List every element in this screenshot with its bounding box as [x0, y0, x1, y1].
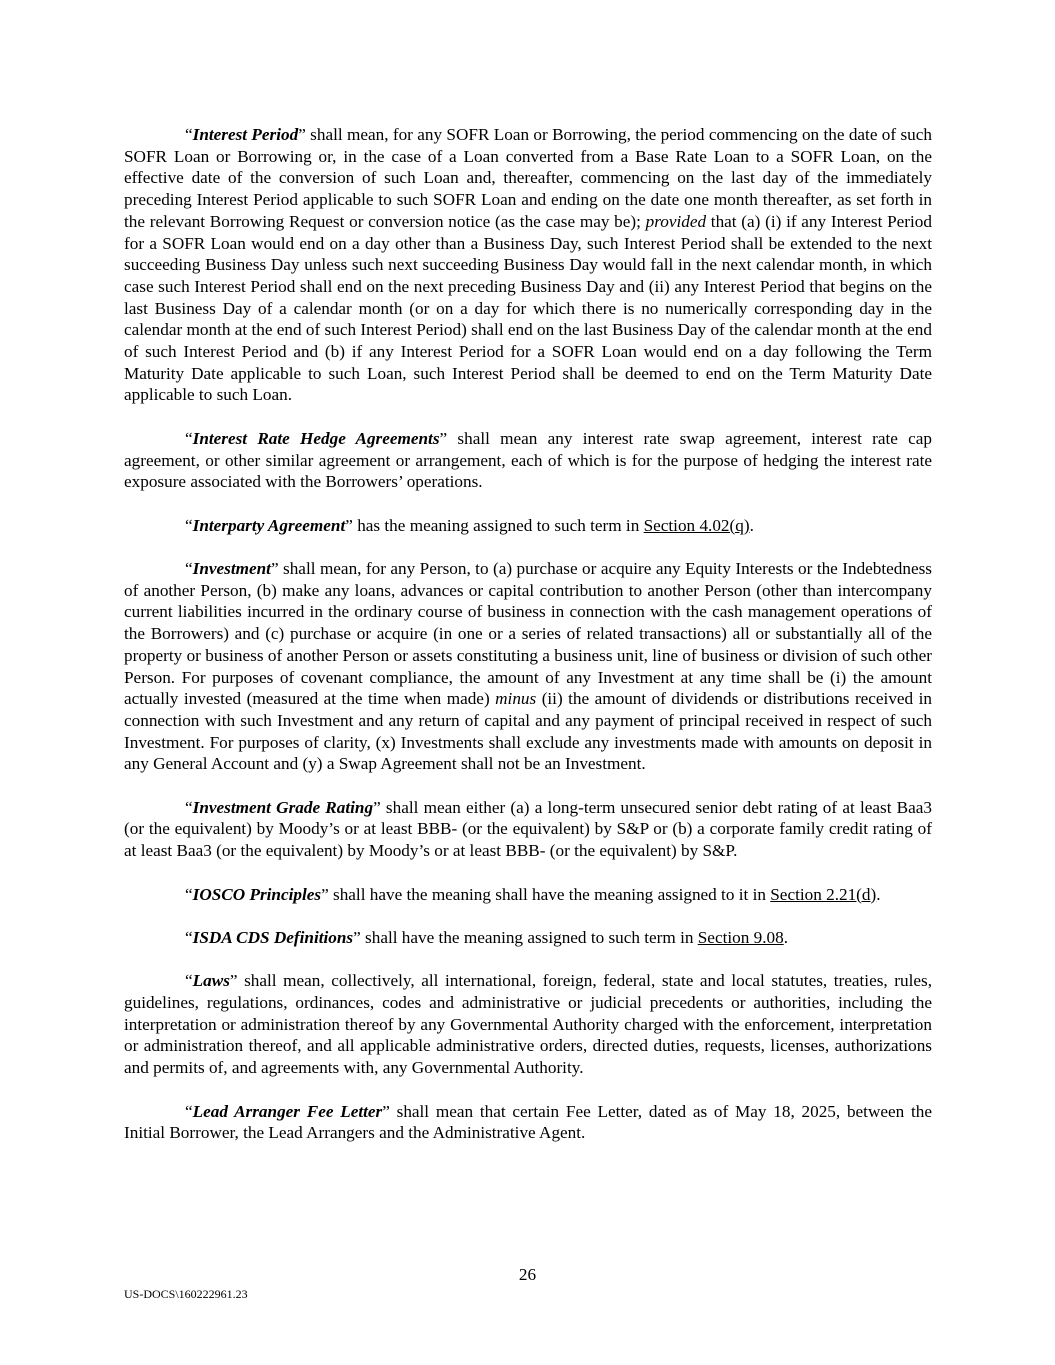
page-number: 26 [518, 1265, 537, 1284]
defined-term: Investment Grade Rating [192, 797, 374, 817]
definition-isda-cds-definitions: “ISDA CDS Definitions” shall have the meaning assigned to such term in Section 9.08. [185, 927, 788, 947]
definition-lead-arranger-fee-letter: “Lead Arranger Fee Letter” shall mean that certain Fee Letter, dated as of May 18, 2025, between the Initial Borrower, the Lead Arrangers and the Administrative Agent. [124, 1101, 932, 1143]
section-reference: Section 9.08 [697, 927, 784, 947]
definition-interparty-agreement: “Interparty Agreement” has the meaning assigned to such term in Section 4.02(q). [185, 515, 754, 535]
defined-term: Lead Arranger Fee Letter [192, 1101, 383, 1121]
section-reference: Section 2.21(d) [770, 884, 877, 904]
defined-term: IOSCO Principles [192, 884, 322, 904]
definition-investment-grade-rating: “Investment Grade Rating” shall mean either (a) a long-term unsecured senior debt rating of at least Baa3 (or the equivalent) by Moody’s or at least BBB- (or the equivalent) by S&P or (b) a corporate family credit rating of at least Baa3 (or the equivalent) by Moody’s or at least BBB- (or the equivalent) by S&P. [124, 797, 933, 861]
document-body [124, 124, 932, 1166]
defined-term: ISDA CDS Definitions [192, 927, 354, 947]
definition-iosco-principles: “IOSCO Principles” shall have the meaning shall have the meaning assigned to it in Section 2.21(d). [185, 884, 881, 904]
document-id: US-DOCS\160222961.23 [124, 1287, 248, 1301]
defined-term: Laws [192, 971, 230, 991]
definition-interest-period: “Interest Period” shall mean, for any SOFR Loan or Borrowing, the period commencing on the date of such SOFR Loan or Borrowing or, in the case of a Loan converted from a Base Rate Loan to a SOFR Loan, on the effective date of the conversion of such Loan and, thereafter, commencing on the last day of the immediately preceding Interest Period applicable to such SOFR Loan and ending on the date one month thereafter, as set forth in the relevant Borrowing Request or conversion notice (as the case may be); provided that (a) (i) if any Interest Period for a SOFR Loan would end on a day other than a Business Day, such Interest Period shall be extended to the next succeeding Business Day unless such next succeeding Business Day would fall in the next calendar month, in which case such Interest Period shall end on the next preceding Business Day and (ii) any Interest Period that begins on the last Business Day of a calendar month (or on a day for which there is no numerically corresponding day in the calendar month at the end of such Interest Period) shall end on the last Business Day of the calendar month at the end of such Interest Period and (b) if any Interest Period for a SOFR Loan would end on a day following the Term Maturity Date applicable to such Loan, such Interest Period shall be deemed to end on the Term Maturity Date applicable to such Loan. [124, 125, 932, 405]
defined-term: Investment [192, 559, 271, 579]
defined-term: Interparty Agreement [192, 515, 346, 535]
definition-interest-rate-hedge-agreements: “Interest Rate Hedge Agreements” shall mean any interest rate swap agreement, interest rate cap agreement, or other similar agreement or arrangement, each of which is for the purpose of hedging the interest rate exposure associated with the Borrowers’ operations. [124, 428, 933, 492]
definition-laws: “Laws” shall mean, collectively, all international, foreign, federal, state and local statutes, treaties, rules, guidelines, regulations, ordinances, codes and administrative or judicial precedents or authorities, including the interpretation or administration thereof by any Governmental Authority charged with the enforcement, interpretation or administration thereof, and all applicable administrative orders, directed duties, requests, licenses, authorizations and permits of, and agreements with, any Governmental Authority. [124, 971, 932, 1078]
defined-term: Interest Rate Hedge Agreements [192, 428, 440, 448]
section-reference: Section 4.02(q) [643, 515, 750, 535]
definition-investment: “Investment” shall mean, for any Person, to (a) purchase or acquire any Equity Interests or the Indebtedness of another Person, (b) make any loans, advances or capital contribution to another Person (other than intercompany current liabilities incurred in the ordinary course of business in connection with the cash management operations of the Borrowers) and (c) purchase or acquire (in one or a series of related transactions) all or substantially all of the property or business of another Person or assets constituting a business unit, line of business or division of such other Person. For purposes of covenant compliance, the amount of any Investment at any time shall be (i) the amount actually invested (measured at the time when made) minus (ii) the amount of dividends or distributions received in connection with such Investment and any return of capital and any payment of principal received in respect of such Investment. For purposes of clarity, (x) Investments shall exclude any investments made with amounts on deposit in any General Account and (y) a Swap Agreement shall not be an Investment. [124, 559, 932, 774]
defined-term: Interest Period [192, 125, 299, 144]
